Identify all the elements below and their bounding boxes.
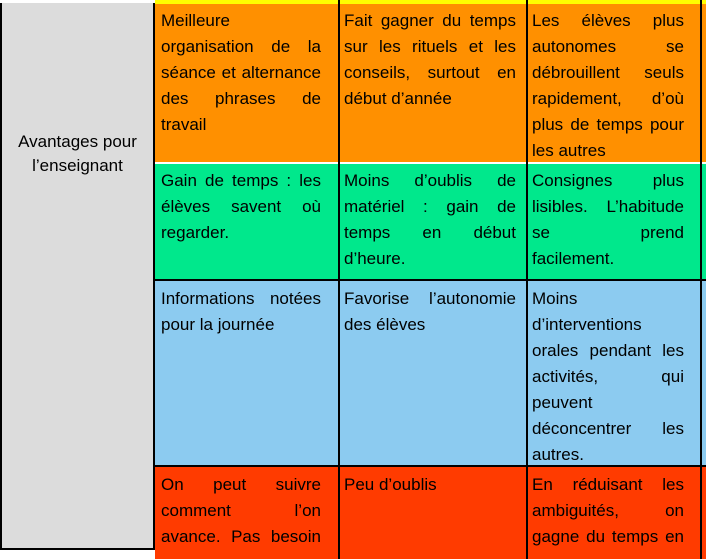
table-cell: Gain de temps : les élèves savent où regarder. [161, 171, 321, 242]
table-cell: On peut suivre comment l’on avance. Pas besoin [161, 475, 321, 546]
row-header-label: Avantages pour l’enseignant [18, 132, 137, 175]
row-border [155, 279, 706, 281]
table-cell: Favorise l’autonomie des élèves [344, 289, 516, 334]
column-border [700, 0, 702, 559]
table-cell: Fait gagner du temps sur les rituels et les conseils, surtout en début d’année [344, 11, 516, 108]
column-border [338, 0, 340, 559]
table-cell: Peu d’oublis [344, 475, 437, 494]
table-cell: Meilleure organisation de la séance et alternance des phrases de travail [161, 11, 321, 134]
table-cell: Informations notées pour la journée [161, 289, 321, 334]
table-cell: Les élèves plus autonomes se débrouillent seuls rapidement, d’où plus de temps pour les autres [532, 11, 684, 160]
row-header-cell [0, 3, 155, 550]
table-cell: Moins d’interventions orales pendant les activités, qui peuvent déconcentrer les autres. [532, 289, 684, 464]
row-border [155, 465, 706, 467]
column-border [526, 0, 528, 559]
table-cell: Consignes plus lisibles. L’habitude se prend facilement. [532, 171, 684, 268]
table-cell: En réduisant les ambiguités, on gagne du temps en [532, 475, 684, 546]
table-cell: Moins d’oublis de matériel : gain de temps en début d’heure. [344, 171, 516, 268]
